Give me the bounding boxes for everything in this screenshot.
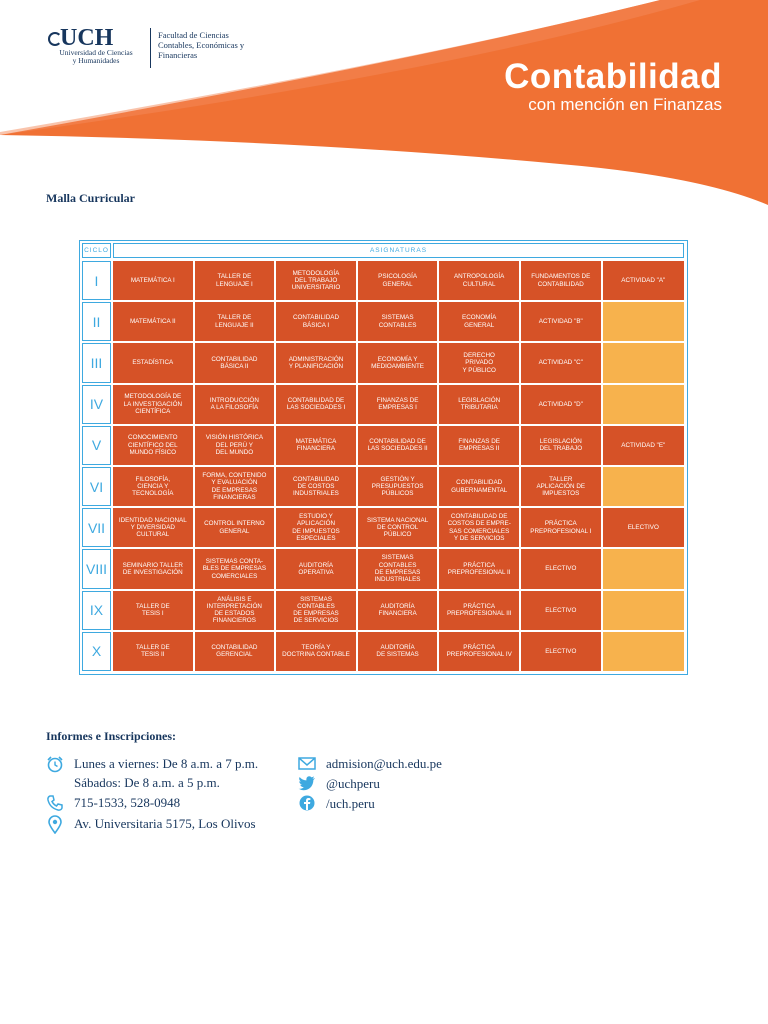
course-cell: VISIÓN HISTÓRICA DEL PERÚ Y DEL MUNDO (195, 426, 275, 465)
ciclo-label: V (82, 426, 111, 465)
ciclo-label: IX (82, 591, 111, 630)
course-cell: ECONOMÍA GENERAL (439, 302, 519, 341)
faculty-name (158, 30, 288, 60)
course-cell: MATEMÁTICA FINANCIERA (276, 426, 356, 465)
course-cell: AUDITORÍA DE SISTEMAS (358, 632, 438, 671)
course-cell: AUDITORÍA OPERATIVA (276, 549, 356, 588)
hours-weekdays: Lunes a viernes: De 8 a.m. a 7 p.m. (74, 756, 259, 771)
course-cell: ELECTIVO (521, 591, 601, 630)
course-cell: FILOSOFÍA, CIENCIA Y TECNOLOGÍA (113, 467, 193, 506)
course-cell: CONTABILIDAD BÁSICA II (195, 343, 275, 382)
course-cell: CONTABILIDAD DE LAS SOCIEDADES I (276, 385, 356, 424)
phone-icon (46, 794, 64, 812)
contact-title: Informes e Inscripciones: (46, 729, 176, 743)
course-cell: IDENTIDAD NACIONAL Y DIVERSIDAD CULTURAL (113, 508, 193, 547)
hours-saturday: Sábados: De 8 a.m. a 5 p.m. (74, 775, 220, 790)
address: Av. Universitaria 5175, Los Olivos (74, 816, 256, 831)
course-cell: ESTADÍSTICA (113, 343, 193, 382)
course-cell: ACTIVIDAD "A" (603, 261, 684, 300)
course-cell: FORMA, CONTENIDO Y EVALUACIÓN DE EMPRESAS FINANCIERAS (195, 467, 275, 506)
twitter-link[interactable]: @uchperu (326, 776, 380, 791)
course-cell: CONTABILIDAD BÁSICA I (276, 302, 356, 341)
course-cell: TALLER DE LENGUAJE II (195, 302, 275, 341)
ciclo-label: VII (82, 508, 111, 547)
course-cell: TALLER DE LENGUAJE I (195, 261, 275, 300)
course-cell: TALLER DE TESIS I (113, 591, 193, 630)
course-cell: FINANZAS DE EMPRESAS II (439, 426, 519, 465)
course-cell: TEORÍA Y DOCTRINA CONTABLE (276, 632, 356, 671)
course-cell: ADMINISTRACIÓN Y PLANIFICACIÓN (276, 343, 356, 382)
career-heading (504, 58, 722, 114)
course-cell: MATEMÁTICA I (113, 261, 193, 300)
course-cell: CONTABILIDAD GUBERNAMENTAL (439, 467, 519, 506)
course-cell: ACTIVIDAD "D" (521, 385, 601, 424)
course-cell: CONTROL INTERNO GENERAL (195, 508, 275, 547)
course-cell: FUNDAMENTOS DE CONTABILIDAD (521, 261, 601, 300)
course-cell: ELECTIVO (521, 549, 601, 588)
empty-course-cell (603, 632, 684, 671)
ciclo-header: CICLO (82, 243, 111, 258)
course-cell: CONTABILIDAD DE COSTOS INDUSTRIALES (276, 467, 356, 506)
course-cell: CONTABILIDAD DE COSTOS DE EMPRE- SAS COMERCIALES Y DE SERVICIOS (439, 508, 519, 547)
empty-course-cell (603, 467, 684, 506)
email-link[interactable]: admision@uch.edu.pe (326, 756, 442, 771)
course-cell: FINANZAS DE EMPRESAS I (358, 385, 438, 424)
logo-divider (150, 28, 151, 68)
curriculum-table (79, 240, 688, 675)
course-cell: CONTABILIDAD DE LAS SOCIEDADES II (358, 426, 438, 465)
twitter-icon (298, 775, 316, 791)
email-icon (298, 756, 316, 771)
ciclo-label: VI (82, 467, 111, 506)
location-icon (47, 815, 63, 834)
logo-text: UCH (46, 27, 146, 49)
course-cell: ACTIVIDAD "E" (603, 426, 684, 465)
course-cell: SEMINARIO TALLER DE INVESTIGACIÓN (113, 549, 193, 588)
course-cell: METODOLOGÍA DEL TRABAJO UNIVERSITARIO (276, 261, 356, 300)
course-cell: SISTEMAS CONTABLES DE EMPRESAS DE SERVICIOS (276, 591, 356, 630)
course-cell: INTRODUCCIÓN A LA FILOSOFÍA (195, 385, 275, 424)
course-cell: SISTEMA NACIONAL DE CONTROL PÚBLICO (358, 508, 438, 547)
ciclo-label: I (82, 261, 111, 300)
course-cell: ANTROPOLOGÍA CULTURAL (439, 261, 519, 300)
course-cell: METODOLOGÍA DE LA INVESTIGACIÓN CIENTÍFICA (113, 385, 193, 424)
course-cell: LEGISLACIÓN TRIBUTARIA (439, 385, 519, 424)
course-cell: PRÁCTICA PREPROFESIONAL III (439, 591, 519, 630)
course-cell: ACTIVIDAD "C" (521, 343, 601, 382)
uch-logo[interactable] (46, 27, 146, 65)
clock-icon (46, 755, 64, 773)
ciclo-label: III (82, 343, 111, 382)
course-cell: SISTEMAS CONTABLES DE EMPRESAS INDUSTRIALES (358, 549, 438, 588)
course-cell: PRÁCTICA PREPROFESIONAL II (439, 549, 519, 588)
course-cell: ANÁLISIS E INTERPRETACIÓN DE ESTADOS FINANCIEROS (195, 591, 275, 630)
course-cell: ESTUDIO Y APLICACIÓN DE IMPUESTOS ESPECIALES (276, 508, 356, 547)
course-cell: LEGISLACIÓN DEL TRABAJO (521, 426, 601, 465)
course-cell: TALLER APLICACIÓN DE IMPUESTOS (521, 467, 601, 506)
ciclo-label: IV (82, 385, 111, 424)
course-cell: MATEMÁTICA II (113, 302, 193, 341)
logo-subtitle-2: y Humanidades (72, 56, 120, 65)
empty-course-cell (603, 343, 684, 382)
faculty-line-2: Contables, Económicas y (158, 40, 245, 50)
course-cell: PSICOLOGÍA GENERAL (358, 261, 438, 300)
logo-subtitle-1: Universidad de Ciencias (59, 48, 133, 57)
ciclo-label: II (82, 302, 111, 341)
faculty-line-1: Facultad de Ciencias (158, 30, 229, 40)
course-cell: ELECTIVO (603, 508, 684, 547)
ciclo-label: VIII (82, 549, 111, 588)
course-cell: CONOCIMIENTO CIENTÍFICO DEL MUNDO FÍSICO (113, 426, 193, 465)
faculty-line-3: Financieras (158, 50, 198, 60)
section-title: Malla Curricular (46, 191, 135, 205)
course-cell: PRÁCTICA PREPROFESIONAL IV (439, 632, 519, 671)
empty-course-cell (603, 549, 684, 588)
course-cell: TALLER DE TESIS II (113, 632, 193, 671)
course-cell: DERECHO PRIVADO Y PÚBLICO (439, 343, 519, 382)
empty-course-cell (603, 385, 684, 424)
facebook-icon (299, 795, 315, 811)
course-cell: ECONOMÍA Y MEDIOAMBIENTE (358, 343, 438, 382)
empty-course-cell (603, 591, 684, 630)
course-cell: SISTEMAS CONTA- BLES DE EMPRESAS COMERCIALES (195, 549, 275, 588)
course-cell: AUDITORÍA FINANCIERA (358, 591, 438, 630)
course-cell: GESTIÓN Y PRESUPUESTOS PÚBLICOS (358, 467, 438, 506)
course-cell: ACTIVIDAD "B" (521, 302, 601, 341)
facebook-link[interactable]: /uch.peru (326, 796, 375, 811)
career-title: Contabilidad (504, 57, 722, 96)
course-cell: CONTABILIDAD GERENCIAL (195, 632, 275, 671)
course-cell: ELECTIVO (521, 632, 601, 671)
course-cell: PRÁCTICA PREPROFESIONAL I (521, 508, 601, 547)
career-subtitle: con mención en Finanzas (528, 95, 722, 114)
course-cell: SISTEMAS CONTABLES (358, 302, 438, 341)
empty-course-cell (603, 302, 684, 341)
ciclo-label: X (82, 632, 111, 671)
asignaturas-header: ASIGNATURAS (113, 243, 684, 258)
phone-number[interactable]: 715-1533, 528-0948 (74, 795, 181, 810)
